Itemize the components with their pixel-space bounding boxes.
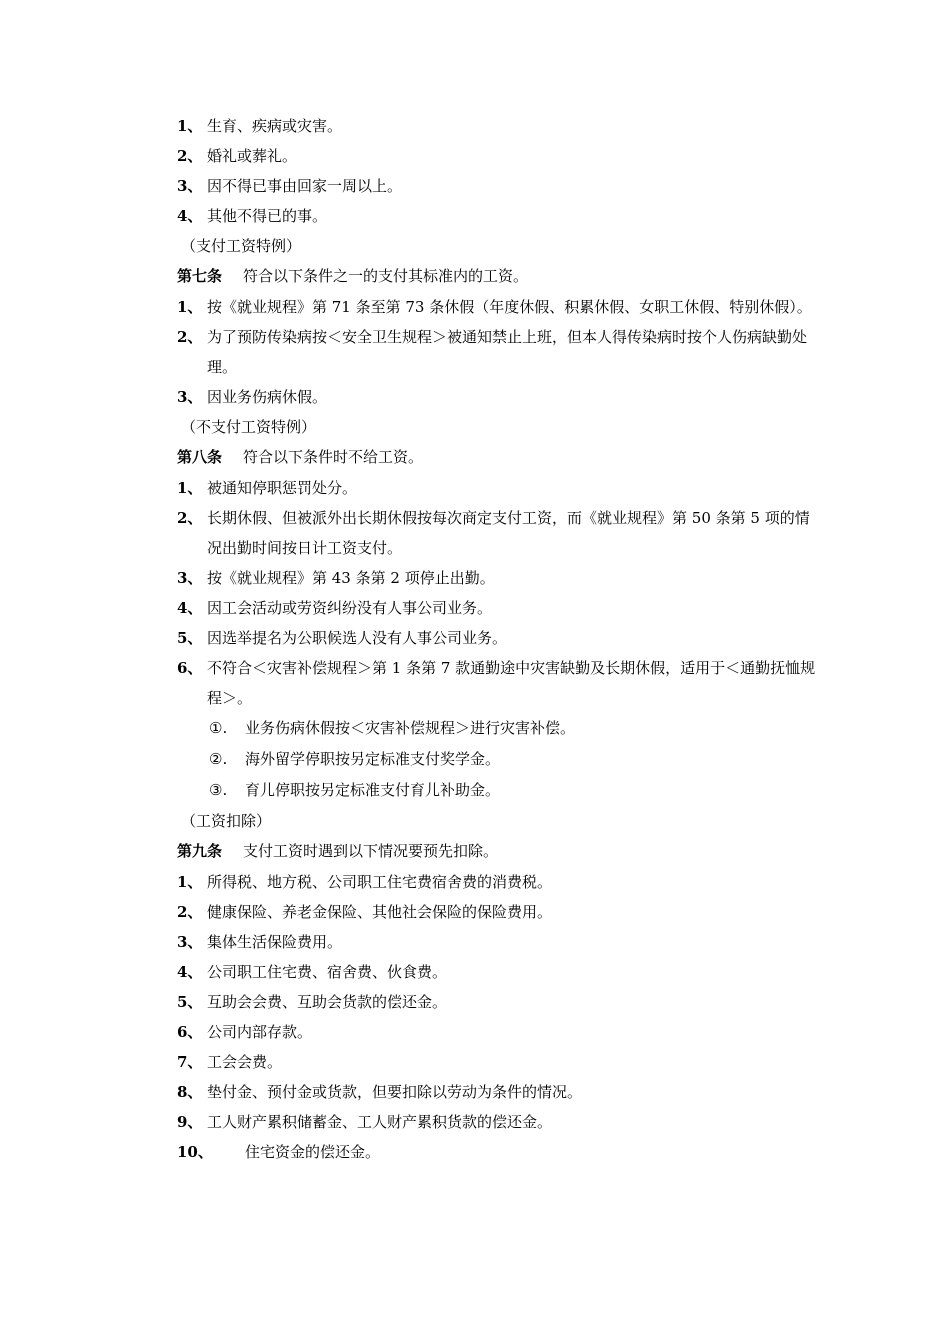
item-number: 1、 [177, 873, 203, 891]
item-number: 1、 [177, 117, 203, 135]
article-8 [177, 442, 817, 473]
item-text: 因业务伤病休假。 [207, 388, 328, 406]
list-item [177, 322, 817, 382]
section-heading-no-pay-special: （不支付工资特例） [181, 418, 317, 436]
item-number: 8、 [177, 1083, 203, 1101]
item-number: 3、 [177, 388, 203, 406]
list-item [177, 1107, 817, 1137]
item-text: 为了预防传染病按＜安全卫生规程＞被通知禁止上班，但本人得传染病时按个人伤病缺勤处理。 [207, 328, 808, 376]
item-text: 公司职工住宅费、宿舍费、伙食费。 [207, 963, 448, 981]
article-label: 第七条 [177, 267, 223, 285]
item-text: 工会会费。 [207, 1053, 283, 1071]
item-number: 6、 [177, 1023, 203, 1041]
item-number: 6、 [177, 659, 203, 677]
item-number: 5、 [177, 629, 203, 647]
list-item [177, 957, 817, 987]
item-text: 互助会会费、互助会货款的偿还金。 [207, 993, 448, 1011]
article-7 [177, 261, 817, 292]
list-item [177, 292, 817, 322]
item-number: 4、 [177, 599, 203, 617]
sub-item [177, 775, 817, 806]
item-text: 所得税、地方税、公司职工住宅费宿舍费的消费税。 [207, 873, 553, 891]
article-text: 支付工资时遇到以下情况要预先扣除。 [243, 842, 499, 860]
item-number: 3、 [177, 177, 203, 195]
list-item [177, 1017, 817, 1047]
list-item [177, 987, 817, 1017]
list-item [177, 867, 817, 897]
item-text: 婚礼或葬礼。 [207, 147, 298, 165]
item-text: 因工会活动或劳资纠纷没有人事公司业务。 [207, 599, 493, 617]
list-item [177, 897, 817, 927]
list-item [177, 1137, 817, 1167]
item-text: 其他不得已的事。 [207, 207, 328, 225]
item-number: 2、 [177, 328, 203, 346]
list-item [177, 503, 817, 563]
list-item [177, 111, 817, 141]
list-item [177, 927, 817, 957]
list-item [177, 201, 817, 231]
list-item [177, 382, 817, 412]
list-item [177, 653, 817, 713]
list-item [177, 473, 817, 503]
item-text: 集体生活保险费用。 [207, 933, 343, 951]
list-item [177, 1077, 817, 1107]
item-number: 5、 [177, 993, 203, 1011]
list-item [177, 1047, 817, 1077]
sub-item-text: 业务伤病休假按＜灾害补偿规程＞进行灾害补偿。 [245, 719, 576, 737]
article-9 [177, 836, 817, 867]
item-number: 3、 [177, 933, 203, 951]
sub-item [177, 713, 817, 744]
sub-item-number: ③. [209, 781, 228, 799]
item-text: 因选举提名为公职候选人没有人事公司业务。 [207, 629, 508, 647]
item-text: 按《就业规程》第 71 条至第 73 条休假（年度休假、积累休假、女职工休假、特别休假）。 [207, 298, 812, 316]
section-heading-pay-special: （支付工资特例） [181, 237, 302, 255]
item-number: 10、 [177, 1143, 213, 1161]
item-number: 3、 [177, 569, 203, 587]
item-number: 2、 [177, 509, 203, 527]
item-number: 1、 [177, 479, 203, 497]
list-item [177, 141, 817, 171]
item-number: 7、 [177, 1053, 203, 1071]
item-text: 垫付金、预付金或货款，但要扣除以劳动为条件的情况。 [207, 1083, 583, 1101]
item-text: 按《就业规程》第 43 条第 2 项停止出勤。 [207, 569, 495, 587]
sub-item-number: ②. [209, 750, 228, 768]
list-item [177, 623, 817, 653]
article-label: 第九条 [177, 842, 223, 860]
sub-item-text: 海外留学停职按另定标准支付奖学金。 [245, 750, 501, 768]
list-item [177, 593, 817, 623]
document-body [177, 111, 817, 1167]
item-number: 1、 [177, 298, 203, 316]
item-number: 4、 [177, 963, 203, 981]
article-text: 符合以下条件之一的支付其标准内的工资。 [243, 267, 529, 285]
sub-item-number: ①. [209, 719, 228, 737]
list-item [177, 563, 817, 593]
item-text: 健康保险、养老金保险、其他社会保险的保险费用。 [207, 903, 553, 921]
item-text: 长期休假、但被派外出长期休假按每次商定支付工资，而《就业规程》第 50 条第 5 项的情况出勤时间按日计工资支付。 [207, 509, 810, 557]
item-text: 不符合＜灾害补偿规程＞第 1 条第 7 款通勤途中灾害缺勤及长期休假，适用于＜通勤抚恤规程＞。 [207, 659, 816, 707]
item-number: 2、 [177, 147, 203, 165]
item-text: 被通知停职惩罚处分。 [207, 479, 358, 497]
item-text: 公司内部存款。 [207, 1023, 313, 1041]
sub-item-text: 育儿停职按另定标准支付育儿补助金。 [245, 781, 501, 799]
item-number: 4、 [177, 207, 203, 225]
list-item [177, 171, 817, 201]
item-number: 9、 [177, 1113, 203, 1131]
item-number: 2、 [177, 903, 203, 921]
article-text: 符合以下条件时不给工资。 [243, 448, 424, 466]
item-text: 工人财产累积储蓄金、工人财产累积货款的偿还金。 [207, 1113, 553, 1131]
sub-item [177, 744, 817, 775]
item-text: 因不得已事由回家一周以上。 [207, 177, 403, 195]
article-label: 第八条 [177, 448, 223, 466]
item-text: 住宅资金的偿还金。 [245, 1143, 381, 1161]
item-text: 生育、疾病或灾害。 [207, 117, 343, 135]
section-heading-deduction: （工资扣除） [181, 812, 272, 830]
